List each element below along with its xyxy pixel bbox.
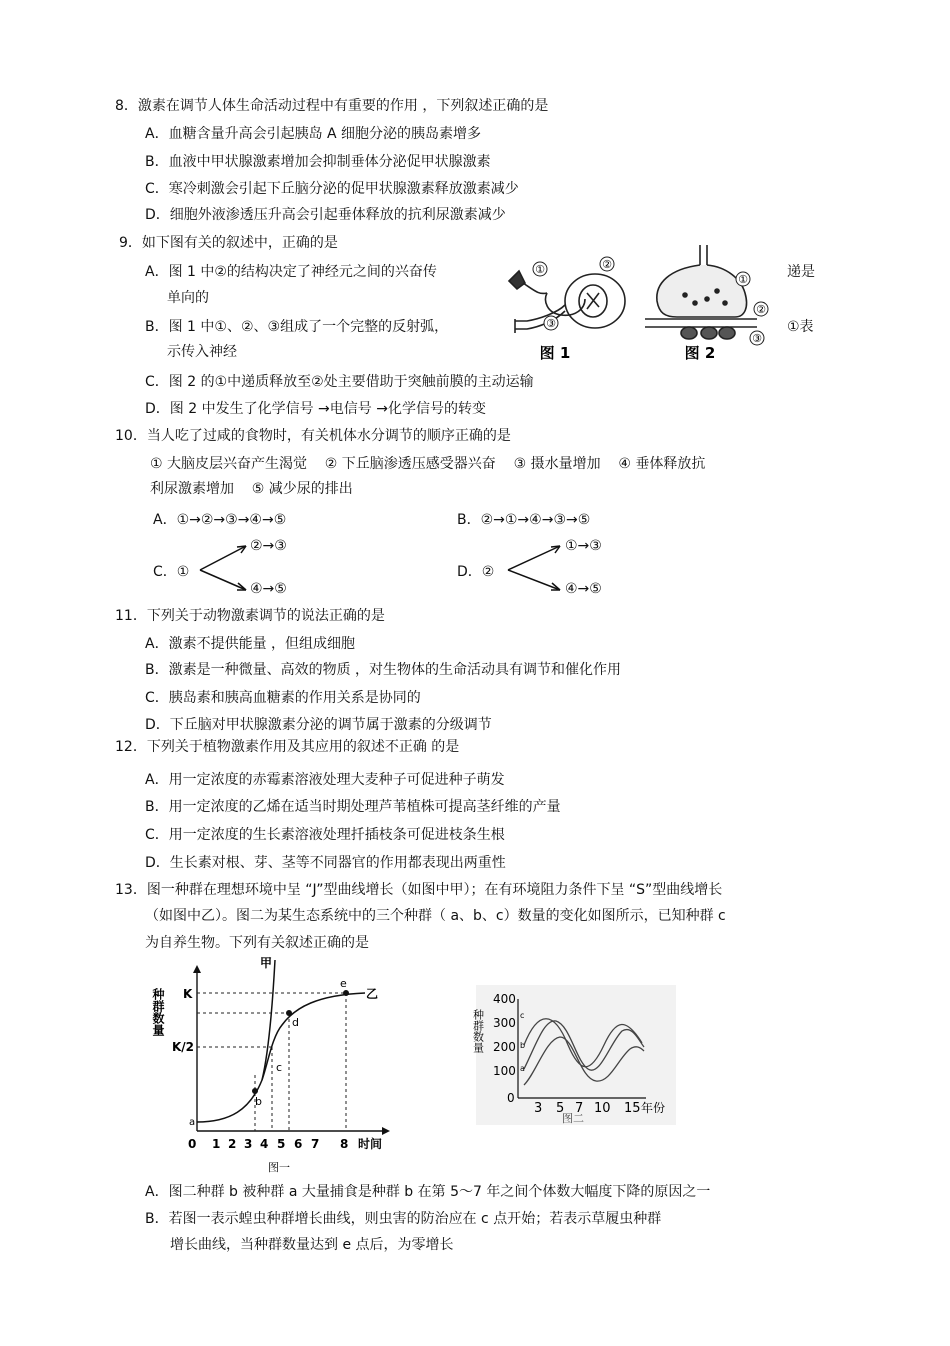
- q11-option-b: B．激素是一种微量、高效的物质 ，对生物体的生命活动具有调节和催化作用: [145, 662, 622, 678]
- q9-figures: [495, 243, 785, 368]
- svg-text:b: b: [520, 1041, 526, 1050]
- svg-text:3: 3: [244, 1137, 253, 1151]
- svg-text:0: 0: [507, 1091, 515, 1105]
- svg-text:5: 5: [556, 1101, 565, 1116]
- svg-text:②: ②: [602, 258, 612, 271]
- fig-one-k: K: [183, 987, 193, 1001]
- q13-option-a: A．图二种群 b 被种群 a 大量捕食是种群 b 在第 5～7 年之间个体数大幅度下降的原因之一: [145, 1184, 711, 1200]
- q10-option-c-up: ②→③: [250, 538, 287, 554]
- svg-text:2: 2: [228, 1137, 237, 1151]
- q12-option-a: A．用一定浓度的赤霉素溶液处理大麦种子可促进种子萌发: [145, 772, 505, 788]
- q10-c-branch-arrows: [190, 540, 260, 596]
- fig-one-yi: 乙: [366, 987, 379, 1001]
- q10-items-line2: 利尿激素增加 ⑤ 减少尿的排出: [150, 481, 353, 497]
- q13-option-b-cont: 增长曲线，当种群数量达到 e 点后，为零增长: [170, 1237, 454, 1253]
- q8-option-c: C．寒冷刺激会引起下丘脑分泌的促甲状腺激素释放激素减少: [145, 181, 519, 197]
- svg-text:7: 7: [575, 1101, 584, 1116]
- svg-text:0: 0: [188, 1137, 197, 1151]
- fig-one-point-b: b: [255, 1095, 262, 1108]
- svg-text:①: ①: [738, 273, 748, 286]
- q12-stem: 12．下列关于植物激素作用及其应用的叙述不正确 的是: [115, 739, 460, 755]
- q10-items-line1: ① 大脑皮层兴奋产生渴觉 ② 下丘脑渗透压感受器兴奋 ③ 摄水量增加 ④ 垂体释放抗: [150, 456, 706, 472]
- svg-text:7: 7: [311, 1137, 320, 1151]
- svg-text:200: 200: [493, 1040, 516, 1054]
- point-b: [252, 1088, 258, 1094]
- q10-d-branch-arrows: [498, 540, 570, 596]
- q8-option-b: B．血液中甲状腺激素增加会抑制垂体分泌促甲状腺激素: [145, 154, 491, 170]
- svg-text:5: 5: [277, 1137, 286, 1151]
- svg-text:8: 8: [340, 1137, 349, 1151]
- figure-two-population-chart: [471, 985, 676, 1125]
- svg-text:10: 10: [594, 1101, 611, 1116]
- q10-stem: 10．当人吃了过咸的食物时，有关机体水分调节的顺序正确的是: [115, 428, 511, 444]
- q13-option-b: B．若图一表示蝗虫种群增长曲线，则虫害的防治应在 c 点开始；若表示草履虫种群: [145, 1211, 662, 1227]
- q8-option-a: A．血糖含量升高会引起胰岛 A 细胞分泌的胰岛素增多: [145, 126, 482, 142]
- q9-option-b: B．图 1 中①、②、③组成了一个完整的反射弧，: [145, 319, 449, 335]
- q11-stem: 11．下列关于动物激素调节的说法正确的是: [115, 608, 385, 624]
- svg-text:100: 100: [493, 1064, 516, 1078]
- svg-text:400: 400: [493, 992, 516, 1006]
- figure-1-reflex-arc: [509, 271, 625, 333]
- q9-option-c: C．图 2 的①中递质释放至②处主要借助于突触前膜的主动运输: [145, 374, 534, 390]
- figure-2-label: 图 2: [684, 344, 716, 362]
- q13-stem-1: 13．图一种群在理想环境中呈 “J”型曲线增长（如图中甲）；在有环境阻力条件下呈 “S”型曲线增长: [115, 882, 723, 898]
- q12-option-b: B．用一定浓度的乙烯在适当时期处理芦苇植株可提高茎纤维的产量: [145, 799, 561, 815]
- q12-option-c: C．用一定浓度的生长素溶液处理扦插枝条可促进枝条生根: [145, 827, 505, 843]
- q10-option-c-down: ④→⑤: [250, 581, 287, 597]
- q9-option-d: D．图 2 中发生了化学信号 →电信号 →化学信号的转变: [145, 401, 486, 417]
- fig-one-point-c: c: [276, 1061, 283, 1074]
- q10-option-a: A．①→②→③→④→⑤: [153, 512, 287, 528]
- q11-option-d: D．下丘脑对甲状腺激素分泌的调节属于激素的分级调节: [145, 717, 492, 733]
- svg-text:①: ①: [535, 263, 545, 276]
- fig-one-jia: 甲: [260, 956, 273, 970]
- figure-2-synapse: [645, 245, 757, 339]
- svg-text:4: 4: [260, 1137, 269, 1151]
- fig-two-caption: 图二: [562, 1112, 584, 1125]
- fig-one-point-e: e: [340, 977, 347, 990]
- q9-option-a-end: 递是: [787, 264, 815, 280]
- q10-option-d-down: ④→⑤: [565, 581, 602, 597]
- svg-text:③: ③: [752, 332, 762, 345]
- q11-option-a: A．激素不提供能量 ，但组成细胞: [145, 636, 356, 652]
- q9-stem: 9．如下图有关的叙述中，正确的是: [119, 235, 338, 251]
- svg-text:c: c: [520, 1011, 525, 1020]
- point-e: [343, 990, 349, 996]
- q10-option-b: B．②→①→④→③→⑤: [457, 512, 591, 528]
- q10-option-d-label: D．②: [457, 564, 495, 580]
- fig-one-xlabel: 时间: [358, 1137, 383, 1151]
- svg-text:1: 1: [212, 1137, 221, 1151]
- q10-option-d-up: ①→③: [565, 538, 602, 554]
- fig-one-xticks: [188, 1137, 348, 1151]
- svg-text:300: 300: [493, 1016, 516, 1030]
- q13-stem-3: 为自养生物。下列有关叙述正确的是: [145, 935, 369, 951]
- q11-option-c: C．胰岛素和胰高血糖素的作用关系是协同的: [145, 690, 421, 706]
- fig-two-xlabel: 年份: [641, 1101, 666, 1115]
- q8-stem: 8．激素在调节人体生命活动过程中有重要的作用 ，下列叙述正确的是: [115, 98, 549, 114]
- q8-option-d: D．细胞外液渗透压升高会引起垂体释放的抗利尿激素减少: [145, 207, 506, 223]
- fig-two-ylabel: 种群数量: [471, 1009, 485, 1053]
- figure-one-growth-curves: [150, 955, 400, 1180]
- q10-option-c-label: C．①: [153, 564, 190, 580]
- q9-option-a-cont: 单向的: [167, 290, 209, 306]
- q9-option-b-end: ①表: [787, 319, 814, 335]
- q13-stem-2: （如图中乙）。图二为某生态系统中的三个种群（ a、b、c）数量的变化如图所示，已知种群 c: [145, 908, 726, 924]
- fig-one-point-a: a: [189, 1117, 196, 1128]
- svg-text:②: ②: [756, 303, 766, 316]
- q9-option-a: A．图 1 中②的结构决定了神经元之间的兴奋传: [145, 264, 437, 280]
- fig-one-caption: 图一: [268, 1161, 290, 1174]
- fig-one-k2: K/2: [172, 1040, 195, 1054]
- svg-text:a: a: [520, 1064, 525, 1073]
- svg-text:③: ③: [546, 317, 556, 330]
- figure-1-label: 图 1: [539, 344, 571, 362]
- svg-text:3: 3: [534, 1101, 543, 1116]
- q9-option-b-cont: 示传入神经: [167, 344, 237, 360]
- fig-one-ylabel: 种群数量: [151, 988, 165, 1036]
- svg-text:6: 6: [294, 1137, 303, 1151]
- svg-text:15: 15: [624, 1101, 641, 1116]
- fig-one-point-d: d: [292, 1016, 299, 1029]
- q12-option-d: D．生长素对根、芽、茎等不同器官的作用都表现出两重性: [145, 855, 506, 871]
